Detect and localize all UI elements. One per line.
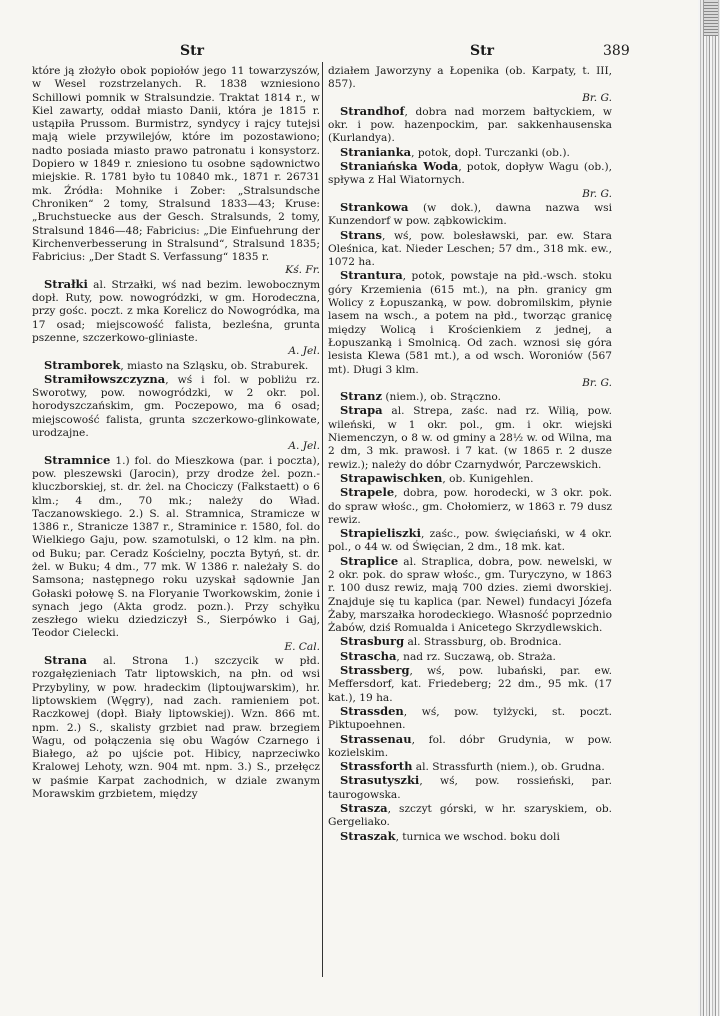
entry bbox=[328, 635, 612, 649]
entry-text: , zaśc., pow. święciański, w 4 okr. pol., o 44 w. od Święcian, 2 dm., 18 mk. kat. bbox=[328, 528, 612, 554]
entry bbox=[32, 373, 320, 454]
entry-headword: Stranz bbox=[340, 389, 383, 404]
entry-headword: Strapawischken bbox=[340, 470, 443, 485]
entry bbox=[328, 269, 612, 390]
entry bbox=[328, 705, 612, 733]
entry bbox=[328, 760, 612, 774]
entry-text: al. Strassburg, ob. Brodnica. bbox=[404, 636, 562, 649]
running-head-right: Str bbox=[470, 43, 494, 59]
entry-headword: Stramborek bbox=[44, 357, 121, 372]
entry bbox=[328, 774, 612, 802]
entry-headword: Strassforth bbox=[340, 759, 413, 774]
entry-headword: Straniańska Woda bbox=[340, 159, 459, 174]
entry bbox=[32, 454, 320, 654]
entry-headword: Strasza bbox=[340, 801, 388, 816]
entry bbox=[328, 201, 612, 229]
entry-text: , dobra, pow. horodecki, w 3 okr. pok. do spraw włośc., gm. Chołomierz, w 1863 r. 79 dusz rewiz. bbox=[328, 487, 612, 526]
entry-text: , wś, pow. bolesławski, par. ew. Stara Oleśnica, kat. Nieder Leschen; 57 dm., 318 mk. ew., 1072 ha. bbox=[328, 229, 612, 269]
entry-text: al. Strzałki, wś nad bezim. lewobocznym dopł. Ruty, pow. nowogródzki, w gm. Horodeczna, przy gośc. poczt. z mka Korelicz do Nowogródka, ma 17 osad; miejscowość falista, bezleśna, grunta pszenne, szczerkowo-gliniaste. bbox=[32, 278, 320, 344]
entry-headword: Strandhof bbox=[340, 103, 405, 118]
entry bbox=[32, 64, 320, 278]
book-edge-shadow bbox=[704, 0, 718, 36]
entry bbox=[328, 105, 612, 146]
entry-headword: Stramiłowszczyzna bbox=[44, 371, 166, 386]
entry-signature: E. Cal. bbox=[284, 640, 320, 653]
entry-signature: Br. G. bbox=[582, 187, 612, 200]
entry bbox=[328, 472, 612, 486]
entry-text: , wś, pow. tylżycki, st. poczt. Piktupoehnen. bbox=[328, 705, 612, 732]
entry-text: al. Strassfurth (niem.), ob. Grudna. bbox=[412, 761, 605, 774]
column-divider bbox=[322, 62, 323, 977]
entry-text: działem Jaworzyny a Łopenika (ob. Karpaty, t. III, 857). bbox=[328, 65, 612, 91]
entry-text: , wś, pow. lubański, par. ew. Meffersdorf, kat. Friedeberg; 22 dm., 95 mk. (17 kat.), 19 ha. bbox=[328, 665, 612, 704]
right-column bbox=[328, 64, 612, 844]
entry-signature: Kś. Fr. bbox=[285, 264, 320, 277]
entry bbox=[328, 146, 612, 160]
entry-headword: Strantura bbox=[340, 268, 403, 283]
entry-text: , fol. dóbr Grudynia, w pow. kozielskim. bbox=[328, 733, 612, 759]
entry bbox=[328, 555, 612, 636]
left-column bbox=[32, 64, 320, 801]
entry-headword: Strassberg bbox=[340, 663, 410, 678]
entry-headword: Strascha bbox=[340, 648, 397, 663]
entry-text: , szczyt górski, w hr. szaryskiem, ob. Gergeliako. bbox=[328, 803, 612, 829]
entry-signature: A. Jel. bbox=[288, 345, 320, 358]
entry bbox=[328, 650, 612, 664]
entry-text: , ob. Kunigehlen. bbox=[442, 472, 534, 485]
entry-headword: Strapa bbox=[340, 403, 383, 418]
entry-text: , nad rz. Suczawą, ob. Straża. bbox=[396, 650, 556, 663]
entry bbox=[32, 278, 320, 359]
entry-headword: Strassenau bbox=[340, 731, 412, 746]
entry bbox=[328, 830, 612, 844]
entry-headword: Strasutyszki bbox=[340, 773, 420, 788]
entry-text: , potok, powstaje na płd.-wsch. stoku góry Krzemienia (615 mt.), na płn. granicy gm Wolicy z Łopuszanką, w pow. dobromilskim, płynie lasem na wsch., a potem na płd., tworząc granicę między Wolicą i Krościenkiem z jednej, a Łopuszanką i Smolnicą. Od zach. wznosi się góra lesista Klewa (581 mt.), a od wsch. Woroniów (567 mt). Długi 3 klm. bbox=[328, 270, 612, 376]
entry-headword: Strapele bbox=[340, 485, 395, 500]
entry-text: , potok, dopł. Turczanki (ob.). bbox=[411, 146, 570, 159]
entry bbox=[328, 664, 612, 705]
entry bbox=[328, 802, 612, 830]
entry bbox=[328, 160, 612, 201]
entry-text: , wś i fol. w pobliżu rz. Sworotwy, pow. nowogródzki, w 2 okr. pol. horodyszczańskim, gm. Poczepowo, ma 6 osad; miejscowość falista, grunta szczerkowo-glinkowate, urodzajne. bbox=[32, 373, 320, 440]
entry-headword: Strankowa bbox=[340, 199, 409, 214]
entry-signature: Br. G. bbox=[582, 376, 612, 389]
entry-text: które ją złożyło obok popiołów jego 11 towarzyszów, w Wesel rozstrzelanych. R. 1838 wzniesiono Schillowi pomnik w Stralsundzie. Traktat 1814 r., w Kiel zawarty, oddał miasto Danii, która je 1815 r. ustąpiła Prussom. Burmistrz, syndycy i rajcy tutejsi mają wiele przywilejów, które im pozostawiono; nadto posiada miasto prawo patronatu i konsystorz. Dopiero w 1849 r. zniesiono tu osobne sądownictwo miejskie. R. 1781 było tu 10840 mk., 1871 r. 26731 mk. Źródła: Mohnike i Zober: „Stralsundsche Chroniken“ 2 tomy, Stralsund 1833—43; Kruse: „Bruchstuecke aus der Gesch. Stralsunds, 2 tomy, Stralsund 1846—48; Fabricius: „Die Einfuehrung der Kirchenverbesserung in Stralsund“, Stralsund 1835; Fabricius: „Der Stadt S. Verfassung“ 1835 r. bbox=[32, 65, 320, 264]
entry-signature: A. Jel. bbox=[288, 440, 320, 453]
entry bbox=[328, 229, 612, 270]
entry-headword: Strapieliszki bbox=[340, 526, 421, 541]
entry-text: , potok, dopływ Wagu (ob.), spływa z Hal Wiatornych. bbox=[328, 161, 612, 187]
entry-text: 1.) fol. do Mieszkowa (par. i poczta), pow. pleszewski (Jarocin), przy drodze żel. pozn.-kluczborskiej, st. dr. żel. na Chociczy (Falkstaett) o 6 klm.; 4 dm., 70 mk.; należy do Wład. Taczanowskiego. 2.) S. al. Stramnica, Stramicze w 1386 r., Stranicze 1387 r., Straminice r. 1580, fol. do Wielkiego Gaju, pow. szamotulski, o 12 klm. na płn. od Buku; par. Ceradz Kościelny, poczta Bytyń, st. dr. żel. w Buku; 4 dm., 77 mk. W 1386 r. należały S. do Samsona; następnego roku uzyskał sądownie Jan Gołaski połowę S. na Floryanie Tworkowskim, żonie i synach jego (Akta grodz. pozn.). Przy schyłku zeszłego wieku dziedziczył S., Sierpówko i Gaj, Teodor Cielecki. bbox=[32, 454, 320, 640]
entry-text: , dobra nad morzem bałtyckiem, w okr. i pow. hazenpockim, par. sakkenhausenska (Kurlandya). bbox=[328, 105, 612, 145]
entry-headword: Strassden bbox=[340, 703, 404, 718]
entry-headword: Stramnice bbox=[44, 452, 111, 467]
entry bbox=[328, 486, 612, 527]
entry-headword: Stranianka bbox=[340, 144, 412, 159]
entry bbox=[328, 527, 612, 555]
book-edge bbox=[698, 0, 720, 1016]
entry-headword: Straszak bbox=[340, 828, 396, 843]
entry-headword: Straplice bbox=[340, 553, 399, 568]
entry bbox=[32, 359, 320, 373]
entry bbox=[328, 733, 612, 761]
entry bbox=[328, 404, 612, 471]
entry-text: , miasto na Szląsku, ob. Straburek. bbox=[120, 359, 309, 372]
entry-text: al. Straplica, dobra, pow. newelski, w 2 okr. pok. do spraw włośc., gm. Turyczyno, w 1863 r. 100 dusz rewiz, mają 700 dzies. ziemi dworskiej. Znajduje się tu kaplica (par. Newel) fundacyi Józefa Żaby, marszałka horodeckiego. Własność poprzednio Żabów, dziś Romualda i Anicetego Skrzydlewskich. bbox=[328, 555, 612, 635]
entry-headword: Strałki bbox=[44, 276, 88, 291]
entry bbox=[328, 390, 612, 404]
entry-text: (w dok.), dawna nazwa wsi Kunzendorf w pow. ząbkowickim. bbox=[328, 201, 612, 228]
running-head-left: Str bbox=[180, 43, 204, 59]
entry-headword: Strana bbox=[44, 653, 87, 668]
entry-text: (niem.), ob. Strączno. bbox=[382, 391, 501, 404]
entry-headword: Strasburg bbox=[340, 634, 405, 649]
entry-text: al. Strona 1.) szczycik w płd. rozgałęzieniach Tatr liptowskich, na płn. od wsi Przybyliny, w pow. hradeckim (liptoujwarskim), hr. liptowskiem (Węgry), nad zach. ramieniem pot. Raczkowej (dopł. Biały liptowskiej). Wzn. 866 mt. npm. 2.) S., skalisty grzbiet nad praw. brzegiem Wagu, od połączenia się obu Wagów Czarnego i Białego, aż po ujście pot. Hibicy, naprzeciwko Kralowej Lehoty, wzn. 904 mt. npm. 3.) S., przełęcz w paśmie Karpat zachodnich, w dziale zwanym Morawskim grzbietem, między bbox=[32, 655, 320, 801]
entry-text: , turnica we wschod. boku doli bbox=[395, 830, 560, 843]
entry-text: al. Strepa, zaśc. nad rz. Wilią, pow. wileński, w 1 okr. pol., gm. i okr. wiejski Niemenczyn, o 8 w. od gminy a 28½ w. od Wilna, ma 2 dm, 3 mk. prawosł. i 7 kat. (w 1865 r. 2 dusze rewiz.); należy do dóbr Czarnydwór, Parczewskich. bbox=[328, 405, 612, 471]
entry bbox=[32, 654, 320, 801]
entry-text: , wś, pow. rossieński, par. taurogowska. bbox=[328, 775, 612, 801]
entry-signature: Br. G. bbox=[582, 91, 612, 104]
entry-headword: Strans bbox=[340, 227, 382, 242]
entry bbox=[328, 64, 612, 105]
page-number: 389 bbox=[603, 43, 630, 59]
